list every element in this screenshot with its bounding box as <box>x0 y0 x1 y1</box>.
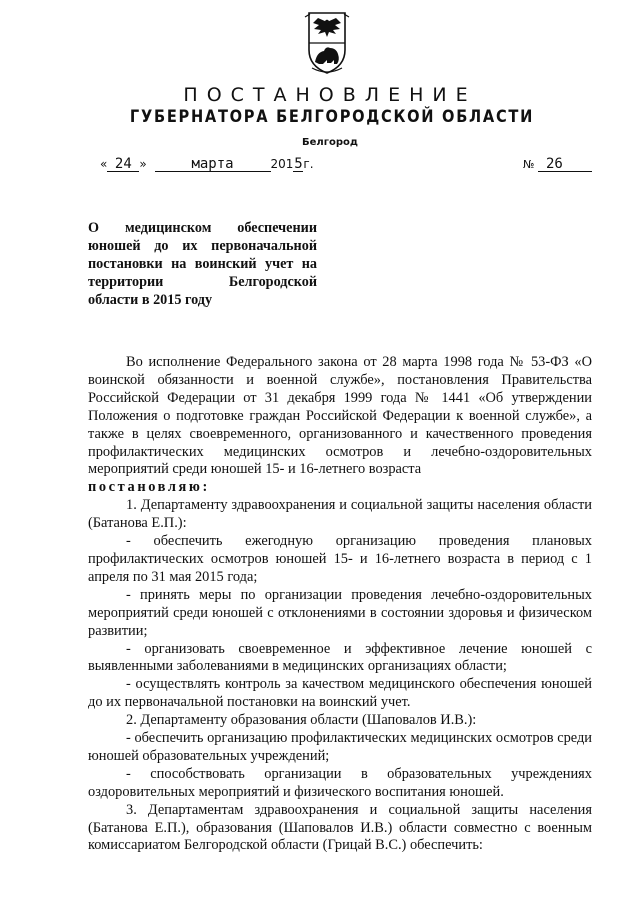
subject-line: области в 2015 году <box>88 292 213 308</box>
date-year-suffix: г. <box>303 157 314 171</box>
issuer-title: ГУБЕРНАТОРА БЕЛГОРОДСКОЙ ОБЛАСТИ <box>129 107 535 127</box>
document-type-title: ПОСТАНОВЛЕНИЕ <box>183 84 477 106</box>
document-body <box>88 354 592 855</box>
clause-1-item-a: - обеспечить ежегодную организацию проведения плановых профилактических осмотров юношей 15- и 16-летнего возраста в период с 1 апреля по 31 мая 2015 года; <box>88 533 592 585</box>
resolve-line <box>88 479 592 497</box>
document-subject <box>88 219 317 309</box>
clause-1: 1. Департаменту здравоохранения и социальной защиты населения области (Батанова Е.П.): <box>88 497 592 532</box>
clause-2-item-a: - обеспечить организацию профилактических медицинских осмотров среди юношей образовательных учреждений; <box>88 730 592 764</box>
clause-1-item-c: - организовать своевременное и эффективное лечение юношей с выявленными заболеваниями в медицинских организациях области; <box>88 640 592 675</box>
clause-3: 3. Департаментам здравоохранения и социальной защиты населения (Батанова Е.П.), образования (Шаповалов И.В.) области совместно с военным комиссариатом Белгородской области (Грицай В.С.) обеспечить: <box>88 801 592 854</box>
subject-line: О медицинском обеспечении <box>88 220 317 236</box>
subject-line: юношей до их первоначальной <box>88 238 317 254</box>
date-month: марта <box>155 157 271 172</box>
clause-1-item-d: - осуществлять контроль за качеством медицинского обеспечения юношей до их первоначальной постановки на воинский учет. <box>88 676 592 711</box>
belgorod-coat-of-arms-icon <box>302 10 352 76</box>
clause-2: 2. Департаменту образования области (Шаповалов И.В.): <box>126 712 477 729</box>
resolve-word: постановляю: <box>88 479 210 496</box>
date-year-prefix: 201 <box>270 157 294 171</box>
document-date <box>100 157 314 172</box>
subject-line: постановки на воинский учет на <box>88 256 317 272</box>
number-value: 26 <box>538 157 592 172</box>
clause-1-item-b: - принять меры по организации проведения лечебно-оздоровительных мероприятий среди юношей с отклонениями в состоянии здоровья и физическом развитии; <box>88 586 592 639</box>
date-quote-open: « <box>100 157 108 171</box>
number-label: № <box>523 158 535 171</box>
city-label: Белгород <box>302 137 358 148</box>
preamble-paragraph: Во исполнение Федерального закона от 28 марта 1998 года № 53-ФЗ «О воинской обязанности и военной службе», постановления Правительства Российской Федерации от 31 декабря 1999 года № 1441 «Об утверждении Положения о подготовке граждан Российской Федерации к военной службе», а также в целях своевременного, организованного и качественного проведения профилактических медицинских осмотров и лечебно-оздоровительных мероприятий среди юношей 15- и 16-летнего возраста <box>88 354 592 478</box>
clause-2-item-b: - способствовать организации в образовательных учреждениях оздоровительных мероприятий и физического воспитания юношей. <box>88 765 592 800</box>
date-day: 24 <box>107 157 139 172</box>
date-quote-close: » <box>139 157 147 171</box>
subject-line: территории Белгородской <box>88 274 317 290</box>
document-number <box>523 157 592 172</box>
date-year-digit: 5 <box>294 156 303 172</box>
